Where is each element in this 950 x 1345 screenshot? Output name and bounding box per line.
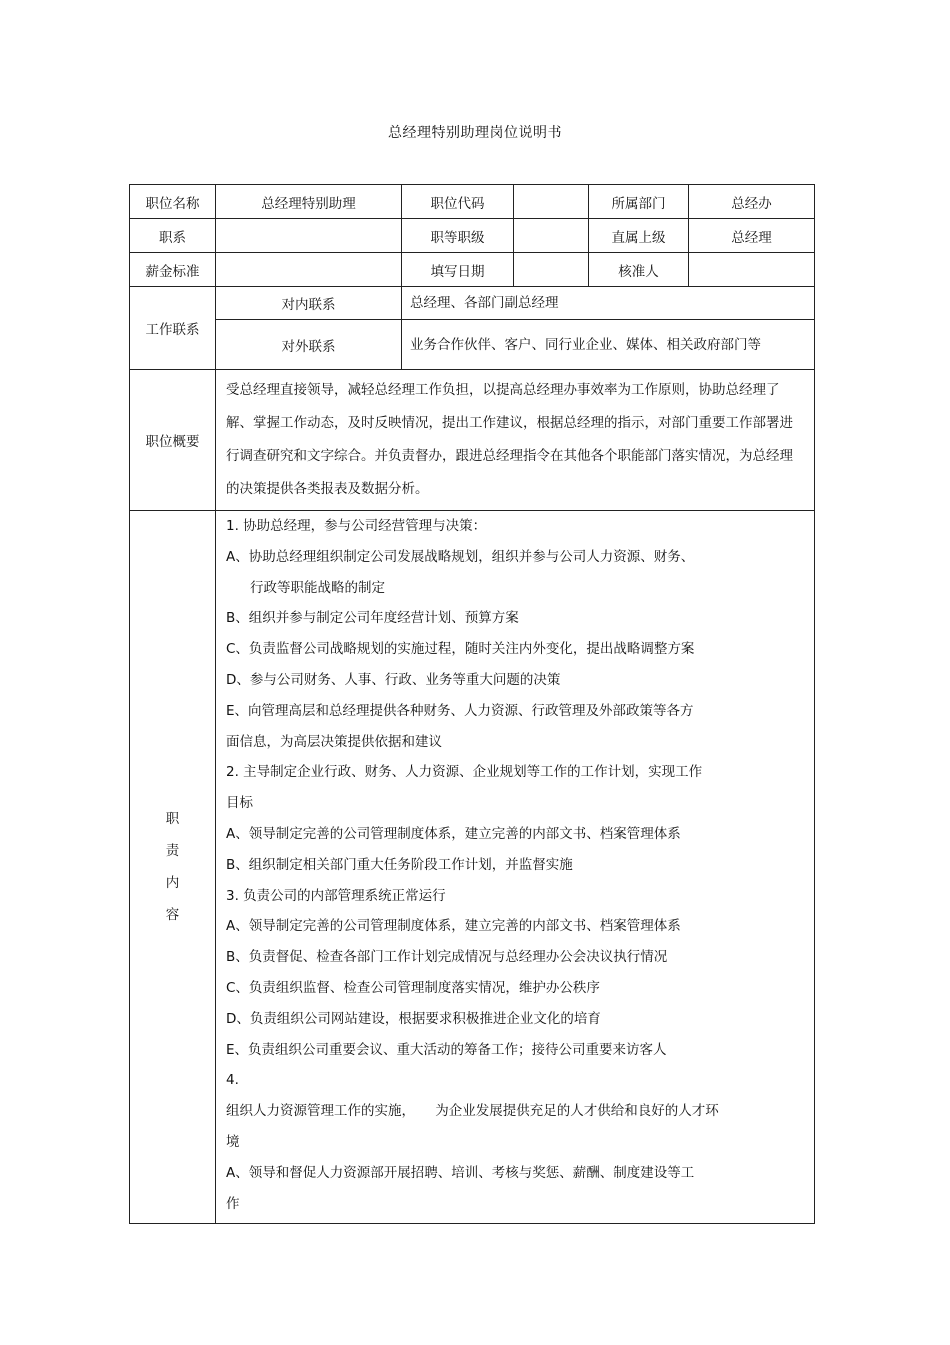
duty-line: A、领导和督促人力资源部开展招聘、培训、考核与奖惩、薪酬、制度建设等工 xyxy=(226,1164,695,1181)
label-work-contact: 工作联系 xyxy=(130,287,216,370)
value-job-series xyxy=(216,219,402,253)
value-external-contact: 业务合作伙伴、客户、同行业企业、媒体、相关政府部门等 xyxy=(402,320,815,370)
value-job-grade xyxy=(514,219,589,253)
duty-line: 境 xyxy=(226,1133,240,1150)
label-duties xyxy=(130,511,216,1224)
duty-line: 行政等职能战略的制定 xyxy=(250,579,385,596)
value-internal-contact: 总经理、各部门副总经理 xyxy=(402,287,815,320)
label-job-series: 职系 xyxy=(130,219,216,253)
value-fill-date xyxy=(514,253,589,287)
duty-line: 目标 xyxy=(226,795,253,812)
duty-line: 4. xyxy=(226,1072,239,1089)
label-salary: 薪金标准 xyxy=(130,253,216,287)
label-approver: 核准人 xyxy=(589,253,689,287)
value-salary xyxy=(216,253,402,287)
label-internal-contact: 对内联系 xyxy=(216,287,402,320)
value-position-summary: 受总经理直接领导，减轻总经理工作负担，以提高总经理办事效率为工作原则，协助总经理了解、掌握工作动态，及时反映情况，提出工作建议，根据总经理的指示，对部门重要工作部署进行调查研究和文字综合。并负责督办，跟进总经理指令在其他各个职能部门落实情况，为总经理的决策提供各类报表及数据分析。 xyxy=(216,370,815,511)
document-title: 总经理特别助理岗位说明书 xyxy=(388,125,562,141)
value-direct-supervisor: 总经理 xyxy=(689,219,815,253)
row-contact-external xyxy=(130,320,815,370)
row-position xyxy=(130,185,815,219)
duty-line: B、负责督促、检查各部门工作计划完成情况与总经理办公会决议执行情况 xyxy=(226,949,668,966)
row-contact-internal xyxy=(130,287,815,320)
row-duties xyxy=(130,511,815,1224)
job-description-table xyxy=(129,184,815,1224)
label-external-contact: 对外联系 xyxy=(216,320,402,370)
value-position-name: 总经理特别助理 xyxy=(216,185,402,219)
duty-line: E、向管理高层和总经理提供各种财务、人力资源、行政管理及外部政策等各方 xyxy=(226,702,694,719)
duty-line: A、领导制定完善的公司管理制度体系，建立完善的内部文书、档案管理体系 xyxy=(226,825,681,842)
duty-line: D、负责组织公司网站建设，根据要求积极推进企业文化的培育 xyxy=(226,1010,601,1027)
label-duties-char: 内 xyxy=(165,875,180,892)
duty-line: 3. 负责公司的内部管理系统正常运行 xyxy=(226,887,446,904)
label-position-code: 职位代码 xyxy=(402,185,514,219)
value-approver xyxy=(689,253,815,287)
duty-line: 面信息，为高层决策提供依据和建议 xyxy=(226,733,442,750)
duty-line: C、负责组织监督、检查公司管理制度落实情况，维护办公秩序 xyxy=(226,979,600,996)
label-position-summary: 职位概要 xyxy=(130,370,216,511)
value-duties xyxy=(216,511,815,1224)
duty-line: B、组织制定相关部门重大任务阶段工作计划，并监督实施 xyxy=(226,856,573,873)
label-fill-date: 填写日期 xyxy=(402,253,514,287)
duty-line: 2. 主导制定企业行政、财务、人力资源、企业规划等工作的工作计划，实现工作 xyxy=(226,764,703,781)
duty-line: 作 xyxy=(226,1195,240,1212)
duty-line: D、参与公司财务、人事、行政、业务等重大问题的决策 xyxy=(226,671,561,688)
duty-line: A、协助总经理组织制定公司发展战略规划，组织并参与公司人力资源、财务、 xyxy=(226,548,695,565)
label-position-name: 职位名称 xyxy=(130,185,216,219)
duty-line: B、组织并参与制定公司年度经营计划、预算方案 xyxy=(226,610,519,627)
row-summary xyxy=(130,370,815,511)
label-duties-char: 容 xyxy=(165,907,180,924)
row-salary xyxy=(130,253,815,287)
label-job-grade: 职等职级 xyxy=(402,219,514,253)
duty-line: A、领导制定完善的公司管理制度体系，建立完善的内部文书、档案管理体系 xyxy=(226,918,681,935)
duty-line: 组织人力资源管理工作的实施， 为企业发展提供充足的人才供给和良好的人才环 xyxy=(226,1103,719,1120)
value-department: 总经办 xyxy=(689,185,815,219)
duty-line: 1. 协助总经理，参与公司经营管理与决策： xyxy=(226,518,487,534)
label-direct-supervisor: 直属上级 xyxy=(589,219,689,253)
label-duties-char: 职 xyxy=(165,811,180,828)
label-department: 所属部门 xyxy=(589,185,689,219)
label-duties-char: 责 xyxy=(165,843,180,860)
duty-line: E、负责组织公司重要会议、重大活动的筹备工作；接待公司重要来访客人 xyxy=(226,1041,667,1058)
value-position-code xyxy=(514,185,589,219)
duty-line: C、负责监督公司战略规划的实施过程，随时关注内外变化，提出战略调整方案 xyxy=(226,641,695,658)
row-series xyxy=(130,219,815,253)
